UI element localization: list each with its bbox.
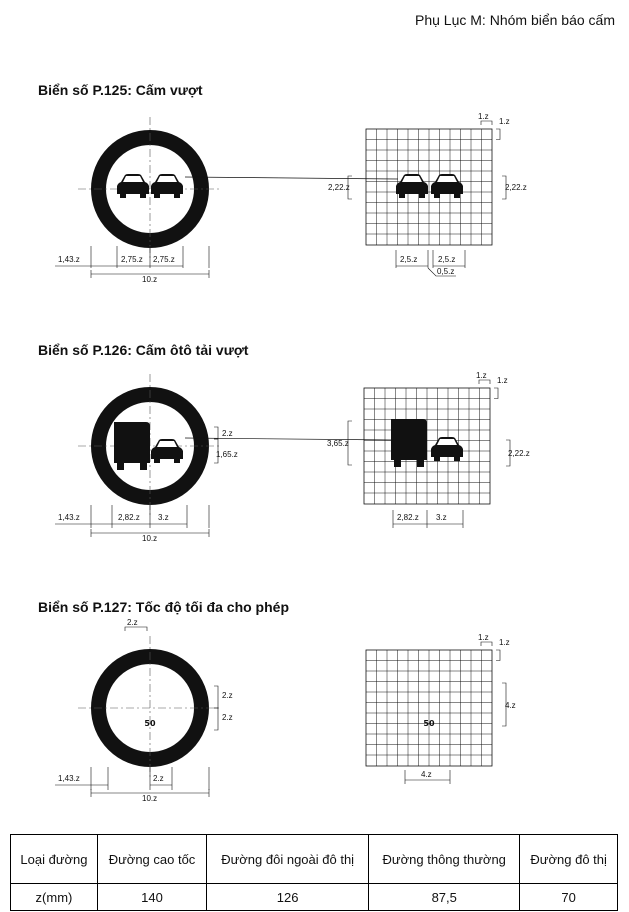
grid-car-left-icon (396, 174, 428, 198)
grid-speed-value: 50 (423, 719, 435, 728)
sign-p126-drawing (55, 371, 530, 543)
table-cell: 87,5 (369, 884, 520, 911)
speed-limit-value: 50 (144, 719, 156, 728)
car-right-icon (151, 174, 183, 198)
table-header-cell: Đường cao tốc (97, 835, 206, 884)
dim-p127-total: 10.z (142, 794, 158, 803)
sign-title-p126: Biển số P.126: Cấm ôtô tải vượt (38, 342, 249, 358)
dim-p127-gb1: 4.z (421, 770, 432, 779)
dim-p127-gh-right: 4.z (505, 701, 516, 710)
car-icon (151, 439, 183, 463)
table-cell: 126 (207, 884, 369, 911)
dim-p126-gb1: 2,82.z (397, 513, 419, 522)
table-header-cell: Đường đô thị (520, 835, 618, 884)
dim-p125-gh-left: 2,22.z (328, 183, 350, 192)
table-header-row (11, 835, 618, 884)
dim-p127-grid2: 1.z (499, 638, 510, 647)
table-row (11, 884, 618, 911)
dim-p127-top: 2.z (127, 618, 138, 627)
sign-p125-drawing (55, 112, 527, 284)
grid-car-right-icon (431, 174, 463, 198)
dim-p125-gb1: 2,5.z (400, 255, 418, 264)
table-cell: 70 (520, 884, 618, 911)
dim-p125-m1: 1,43.z (58, 255, 80, 264)
page-header: Phụ Lục M: Nhóm biển báo cấm (415, 12, 615, 28)
dim-p127-m2: 2.z (153, 774, 164, 783)
dim-p125-gh-right: 2,22.z (505, 183, 527, 192)
table-header-cell: Loại đường (11, 835, 98, 884)
dim-p126-gh-right: 2,22.z (508, 449, 530, 458)
truck-icon (114, 422, 150, 470)
sign-title-p127: Biển số P.127: Tốc độ tối đa cho phép (38, 599, 290, 615)
dim-p125-m2: 2,75.z (121, 255, 143, 264)
table-header-cell: Đường thông thường (369, 835, 520, 884)
dim-p125-gb3: 0,5.z (437, 267, 455, 276)
dim-p125-total: 10.z (142, 275, 158, 284)
dim-p125-gb2: 2,5.z (438, 255, 456, 264)
car-left-icon (117, 174, 149, 198)
dim-p126-m2: 2,82.z (118, 513, 140, 522)
dim-p125-grid2: 1.z (499, 117, 510, 126)
dim-p126-h2: 1,65.z (216, 450, 238, 459)
dim-p127-h2: 2.z (222, 713, 233, 722)
sign-title-p125: Biển số P.125: Cấm vượt (38, 82, 203, 98)
table-cell: z(mm) (11, 884, 98, 911)
dim-p126-gb2: 3.z (436, 513, 447, 522)
grid-truck-icon (391, 419, 427, 467)
dim-p127-m1: 1,43.z (58, 774, 80, 783)
dim-p126-m1: 1,43.z (58, 513, 80, 522)
dim-p126-grid2: 1.z (497, 376, 508, 385)
dim-p126-h1: 2.z (222, 429, 233, 438)
dim-p126-grid1: 1.z (476, 371, 487, 380)
z-value-table (10, 834, 618, 911)
dim-p126-gh-left: 3,65.z (327, 439, 349, 448)
dim-p125-grid1: 1.z (478, 112, 489, 121)
table-cell: 140 (97, 884, 206, 911)
sign-p127-drawing (55, 618, 516, 803)
dim-p127-grid1: 1.z (478, 633, 489, 642)
dim-p126-m3: 3.z (158, 513, 169, 522)
dim-p126-total: 10.z (142, 534, 158, 543)
dim-p125-m3: 2,75.z (153, 255, 175, 264)
dim-p127-h1: 2.z (222, 691, 233, 700)
table-header-cell: Đường đôi ngoài đô thị (207, 835, 369, 884)
